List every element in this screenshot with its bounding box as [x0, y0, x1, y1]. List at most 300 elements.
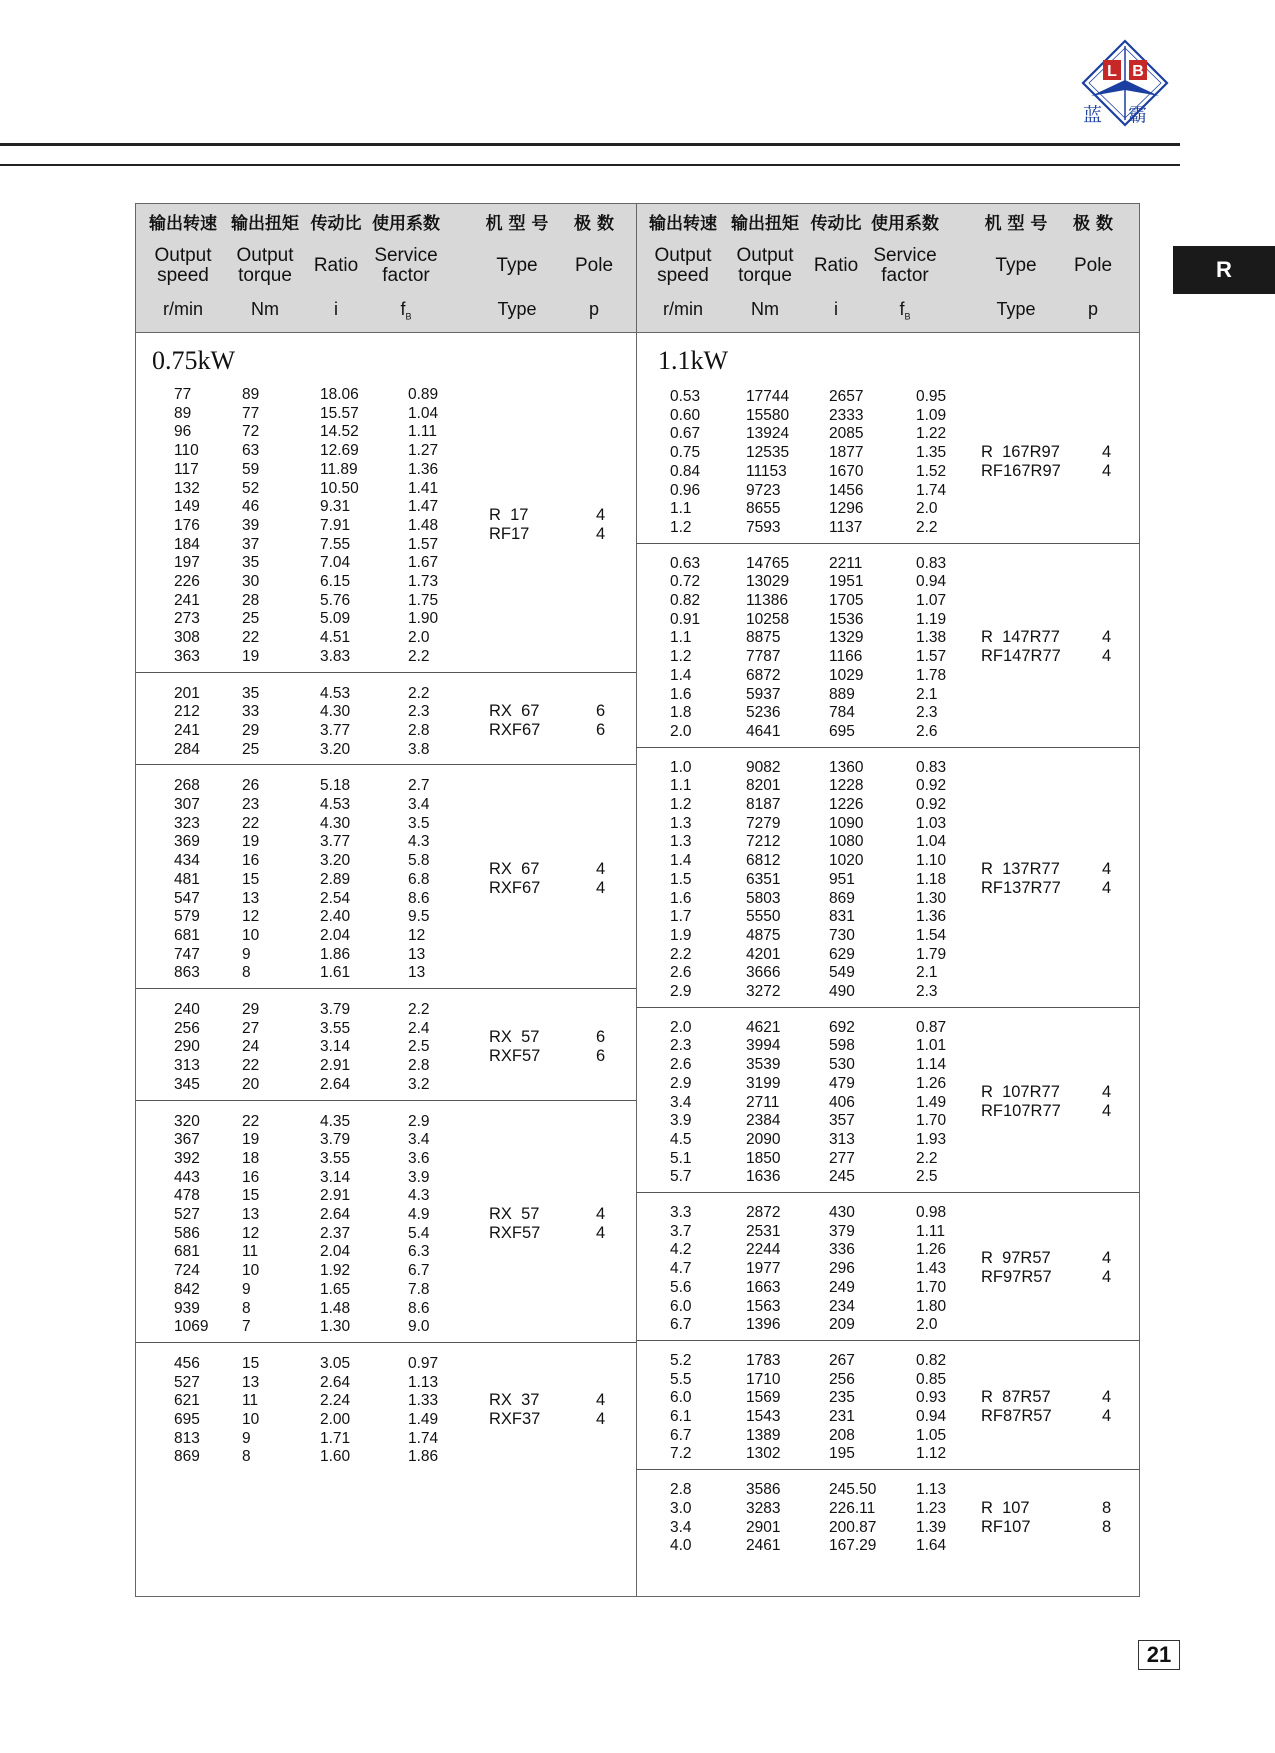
cell-torque: 3994 — [746, 1037, 781, 1055]
type-label: RF147R77 — [981, 647, 1061, 666]
cell-torque: 15 — [242, 1354, 260, 1372]
brand-logo — [1073, 38, 1193, 130]
cell-service-factor: 6.3 — [408, 1243, 430, 1261]
header-unit-ratio: i — [334, 299, 338, 319]
group-pole — [596, 1028, 605, 1066]
cell-torque: 8655 — [746, 500, 781, 518]
cell-speed: 308 — [174, 629, 200, 647]
cell-service-factor: 2.1 — [916, 964, 938, 982]
cell-service-factor: 1.07 — [916, 592, 947, 609]
header-zh-pole: 极 数 — [574, 214, 614, 234]
cell-torque: 15 — [242, 1187, 260, 1205]
cell-speed: 3.9 — [670, 1112, 692, 1130]
type-label: RF137R77 — [981, 879, 1061, 898]
cell-ratio: 3.83 — [320, 647, 351, 665]
cell-torque: 2531 — [746, 1222, 781, 1240]
cell-ratio: 1536 — [829, 610, 864, 628]
cell-service-factor: 0.97 — [408, 1354, 439, 1372]
cell-service-factor: 2.9 — [408, 1112, 430, 1130]
cell-speed: 149 — [174, 498, 200, 516]
cell-ratio: 267 — [829, 1351, 855, 1369]
cell-torque: 12 — [242, 1224, 260, 1242]
brand-name: 蓝霸 — [1083, 104, 1174, 126]
group-type — [489, 1028, 540, 1066]
cell-ratio: 296 — [829, 1260, 855, 1278]
cell-service-factor: 0.83 — [916, 554, 947, 572]
svg-text:B: B — [1132, 63, 1144, 80]
cell-service-factor: 1.13 — [916, 1481, 947, 1499]
header-zh-torque: 输出扭矩 — [231, 214, 299, 234]
cell-torque: 26 — [242, 777, 260, 795]
cell-service-factor: 3.5 — [408, 814, 430, 832]
header-rule-bottom — [0, 164, 1180, 166]
cell-speed: 0.67 — [670, 425, 701, 443]
cell-service-factor: 5.8 — [408, 852, 430, 870]
cell-torque: 2090 — [746, 1130, 781, 1148]
cell-service-factor: 1.57 — [916, 648, 947, 666]
cell-torque: 3586 — [746, 1481, 781, 1499]
cell-ratio: 357 — [829, 1112, 855, 1130]
cell-ratio: 784 — [829, 704, 855, 722]
header-en-torque: Output torque — [236, 245, 294, 286]
cell-speed: 5.1 — [670, 1149, 692, 1167]
cell-speed: 307 — [174, 796, 200, 813]
pole-value: 4 — [1102, 1249, 1112, 1268]
cell-speed: 2.9 — [670, 983, 692, 1000]
cell-service-factor: 8.6 — [408, 889, 430, 907]
cell-service-factor: 0.85 — [916, 1370, 947, 1388]
pole-value: 6 — [596, 701, 606, 720]
header-unit-service-factor: $f_B$ — [899, 299, 911, 322]
cell-service-factor: 1.49 — [916, 1093, 947, 1111]
type-label: R 97R57 — [981, 1249, 1051, 1268]
cell-speed: 6.0 — [670, 1297, 692, 1315]
cell-torque: 1569 — [746, 1389, 781, 1407]
pole-value: 4 — [1102, 1082, 1112, 1101]
cell-torque: 2901 — [746, 1518, 781, 1536]
cell-speed: 4.2 — [670, 1241, 692, 1259]
cell-service-factor: 0.98 — [916, 1204, 947, 1221]
cell-service-factor: 2.3 — [916, 983, 938, 1000]
cell-ratio: 235 — [829, 1389, 855, 1407]
type-label: RF167R97 — [981, 461, 1061, 480]
cell-service-factor: 1.54 — [916, 926, 947, 944]
cell-speed: 2.0 — [670, 1018, 692, 1036]
pole-value: 4 — [596, 525, 606, 544]
type-label: RXF67 — [489, 720, 541, 739]
cell-speed: 863 — [174, 964, 200, 982]
cell-torque: 9082 — [746, 758, 781, 776]
cell-torque: 1710 — [746, 1370, 781, 1388]
cell-torque: 1636 — [746, 1168, 781, 1186]
cell-service-factor: 1.86 — [408, 1448, 439, 1466]
cell-ratio: 831 — [829, 908, 855, 926]
cell-service-factor: 1.01 — [916, 1037, 947, 1055]
group-type — [489, 702, 540, 740]
cell-service-factor: 2.7 — [408, 777, 430, 795]
cell-torque: 4875 — [746, 926, 781, 944]
type-label: RX 67 — [489, 701, 540, 720]
type-label: RXF57 — [489, 1046, 541, 1065]
cell-service-factor: 1.27 — [408, 442, 439, 460]
cell-speed: 0.96 — [670, 481, 701, 499]
cell-service-factor: 1.13 — [408, 1373, 439, 1391]
group-pole — [596, 1391, 605, 1429]
type-label: RX 67 — [489, 860, 540, 879]
cell-ratio: 167.29 — [829, 1537, 877, 1555]
cell-torque: 1663 — [746, 1278, 781, 1296]
type-label: RF107 — [981, 1517, 1031, 1536]
cell-ratio: 2.91 — [320, 1187, 351, 1205]
cell-ratio: 3.79 — [320, 1131, 351, 1149]
cell-service-factor: 1.36 — [408, 460, 439, 478]
cell-torque: 19 — [242, 647, 260, 665]
header-unit-speed: r/min — [163, 299, 203, 319]
cell-torque: 5236 — [746, 704, 781, 722]
cell-torque: 6351 — [746, 870, 781, 888]
cell-ratio: 1.92 — [320, 1262, 351, 1280]
cell-ratio: 629 — [829, 945, 855, 963]
cell-torque: 59 — [242, 460, 260, 478]
type-label: RXF57 — [489, 1223, 541, 1242]
group-pole — [1102, 1499, 1111, 1537]
header-unit-torque: Nm — [251, 299, 279, 319]
pole-value: 4 — [1102, 461, 1112, 480]
cell-speed: 201 — [174, 684, 200, 702]
cell-speed: 184 — [174, 535, 200, 553]
cell-service-factor: 0.87 — [916, 1018, 947, 1036]
cell-torque: 13 — [242, 1206, 260, 1223]
header-en-torque: Output torque — [736, 245, 794, 286]
cell-speed: 695 — [174, 1411, 200, 1428]
group-type — [981, 1083, 1061, 1121]
cell-torque: 46 — [242, 498, 260, 516]
cell-speed: 527 — [174, 1206, 200, 1223]
cell-speed: 434 — [174, 852, 200, 870]
cell-torque: 7787 — [746, 648, 781, 666]
cell-service-factor: 1.14 — [916, 1056, 947, 1074]
cell-torque: 2872 — [746, 1204, 781, 1221]
cell-speed: 527 — [174, 1373, 200, 1391]
cell-ratio: 2.37 — [320, 1224, 351, 1242]
cell-torque: 1543 — [746, 1408, 781, 1425]
header-en-ratio: Ratio — [313, 255, 359, 276]
cell-service-factor: 1.12 — [916, 1445, 947, 1463]
cell-ratio: 313 — [829, 1130, 855, 1148]
cell-speed: 1.2 — [670, 796, 692, 813]
cell-speed: 939 — [174, 1299, 200, 1317]
cell-speed: 1.3 — [670, 814, 692, 832]
cell-torque: 5937 — [746, 685, 781, 703]
cell-service-factor: 5.4 — [408, 1224, 430, 1242]
cell-torque: 6872 — [746, 666, 781, 684]
cell-speed: 1.4 — [670, 852, 692, 870]
cell-speed: 117 — [174, 460, 199, 478]
cell-ratio: 2.89 — [320, 870, 351, 888]
cell-torque: 19 — [242, 833, 260, 851]
group-type — [981, 1499, 1031, 1537]
cell-ratio: 6.15 — [320, 573, 351, 590]
cell-torque: 11 — [242, 1243, 259, 1261]
cell-ratio: 200.87 — [829, 1518, 877, 1536]
cell-service-factor: 1.73 — [408, 573, 439, 590]
cell-speed: 4.5 — [670, 1130, 692, 1148]
cell-service-factor: 1.11 — [408, 423, 438, 441]
cell-ratio: 2.04 — [320, 1243, 351, 1261]
cell-torque: 5803 — [746, 889, 781, 907]
cell-torque: 29 — [242, 1001, 260, 1018]
power-label-left: 0.75kW — [152, 346, 236, 375]
cell-ratio: 2333 — [829, 406, 864, 424]
cell-service-factor: 1.30 — [916, 889, 947, 907]
cell-ratio: 1166 — [829, 648, 863, 666]
cell-ratio: 730 — [829, 926, 855, 944]
cell-speed: 869 — [174, 1448, 200, 1466]
group-separator — [636, 1192, 1139, 1193]
cell-ratio: 1020 — [829, 852, 864, 870]
cell-speed: 2.3 — [670, 1037, 692, 1055]
section-tab-r[interactable]: R — [1173, 246, 1275, 294]
cell-speed: 5.2 — [670, 1351, 692, 1369]
cell-service-factor: 1.52 — [916, 462, 947, 480]
cell-speed: 579 — [174, 908, 200, 926]
cell-torque: 11386 — [746, 592, 788, 609]
cell-speed: 456 — [174, 1354, 200, 1372]
cell-ratio: 2.54 — [320, 889, 351, 907]
cell-service-factor: 1.78 — [916, 666, 947, 684]
cell-service-factor: 3.4 — [408, 796, 430, 813]
cell-ratio: 245 — [829, 1168, 855, 1186]
cell-ratio: 2.64 — [320, 1373, 351, 1391]
cell-service-factor: 1.38 — [916, 629, 947, 647]
cell-torque: 7 — [242, 1318, 251, 1336]
cell-torque: 8 — [242, 1448, 251, 1466]
cell-ratio: 1705 — [829, 592, 864, 609]
cell-speed: 6.7 — [670, 1426, 692, 1444]
cell-ratio: 15.57 — [320, 404, 359, 422]
cell-ratio: 1080 — [829, 833, 864, 851]
cell-torque: 3272 — [746, 983, 781, 1000]
cell-torque: 9 — [242, 1280, 251, 1298]
header-en-type: Type — [995, 255, 1037, 276]
cell-service-factor: 1.18 — [916, 870, 947, 888]
cell-speed: 478 — [174, 1187, 200, 1205]
cell-ratio: 1456 — [829, 481, 864, 499]
header-unit-service-factor: $f_B$ — [400, 299, 412, 322]
group-type — [489, 1205, 540, 1243]
group-separator — [636, 747, 1139, 748]
cell-ratio: 3.14 — [320, 1038, 351, 1056]
cell-ratio: 1296 — [829, 500, 864, 518]
cell-ratio: 1.60 — [320, 1448, 351, 1466]
pole-value: 4 — [596, 879, 606, 898]
cell-speed: 1.4 — [670, 666, 692, 684]
pole-value: 4 — [596, 1391, 606, 1409]
group-separator — [636, 543, 1139, 544]
cell-service-factor: 3.2 — [408, 1075, 430, 1093]
cell-torque: 25 — [242, 740, 260, 758]
cell-speed: 813 — [174, 1429, 200, 1447]
group-pole — [596, 506, 605, 544]
type-label: RXF37 — [489, 1410, 541, 1428]
cell-service-factor: 1.80 — [916, 1297, 947, 1315]
header-en-pole: Pole — [1073, 255, 1113, 276]
cell-torque: 22 — [242, 629, 260, 647]
cell-ratio: 3.79 — [320, 1001, 351, 1018]
cell-service-factor: 2.4 — [408, 1019, 430, 1037]
cell-torque: 25 — [242, 610, 260, 628]
cell-service-factor: 2.2 — [408, 1001, 430, 1018]
cell-torque: 3539 — [746, 1056, 781, 1074]
cell-ratio: 1.30 — [320, 1318, 351, 1336]
cell-ratio: 7.55 — [320, 535, 351, 553]
cell-speed: 4.0 — [670, 1537, 692, 1555]
group-separator — [136, 672, 636, 673]
cell-ratio: 479 — [829, 1074, 855, 1092]
cell-service-factor: 2.5 — [916, 1168, 938, 1186]
pole-value: 8 — [1102, 1517, 1112, 1536]
cell-ratio: 4.35 — [320, 1112, 351, 1130]
cell-service-factor: 1.03 — [916, 814, 947, 832]
cell-speed: 363 — [174, 647, 200, 665]
cell-speed: 367 — [174, 1131, 200, 1149]
pole-value: 8 — [1102, 1498, 1112, 1517]
pole-value: 4 — [1102, 860, 1112, 879]
header-zh-type: 机 型 号 — [485, 214, 549, 234]
cell-ratio: 5.76 — [320, 591, 351, 609]
cell-torque: 8875 — [746, 629, 781, 647]
cell-speed: 842 — [174, 1280, 200, 1298]
pole-value: 4 — [596, 860, 606, 879]
cell-speed: 1.2 — [670, 648, 692, 666]
type-label: RF17 — [489, 525, 530, 544]
cell-service-factor: 9.0 — [408, 1318, 430, 1336]
cell-service-factor: 1.33 — [408, 1392, 439, 1410]
cell-torque: 23 — [242, 796, 260, 813]
cell-service-factor: 1.70 — [916, 1278, 947, 1296]
cell-service-factor: 2.2 — [916, 518, 938, 536]
cell-torque: 15580 — [746, 406, 790, 424]
cell-torque: 13924 — [746, 425, 790, 443]
cell-service-factor: 1.75 — [408, 591, 439, 609]
pole-value: 6 — [596, 1027, 606, 1046]
type-label: R 107R77 — [981, 1082, 1060, 1101]
group-separator — [636, 1469, 1139, 1470]
cell-torque: 39 — [242, 516, 260, 534]
cell-torque: 13 — [242, 1373, 260, 1391]
type-label: RX 57 — [489, 1204, 540, 1223]
header-unit-type: Type — [996, 299, 1036, 319]
cell-ratio: 1.65 — [320, 1280, 351, 1298]
cell-ratio: 195 — [829, 1445, 855, 1463]
cell-torque: 29 — [242, 721, 260, 739]
cell-service-factor: 0.89 — [408, 386, 439, 403]
cell-ratio: 1.61 — [320, 964, 351, 982]
group-separator — [636, 1007, 1139, 1008]
cell-ratio: 7.91 — [320, 516, 351, 534]
pole-value: 4 — [1102, 879, 1112, 898]
pole-value: 4 — [1102, 1407, 1112, 1425]
cell-torque: 18 — [242, 1149, 260, 1167]
cell-ratio: 9.31 — [320, 498, 351, 516]
cell-service-factor: 0.94 — [916, 1408, 947, 1425]
cell-speed: 6.1 — [670, 1408, 692, 1425]
cell-torque: 9 — [242, 1429, 251, 1447]
cell-torque: 1389 — [746, 1426, 781, 1444]
cell-service-factor: 9.5 — [408, 908, 430, 926]
cell-speed: 0.60 — [670, 406, 701, 424]
cell-service-factor: 4.3 — [408, 1187, 430, 1205]
group-type — [981, 1388, 1052, 1426]
cell-torque: 1977 — [746, 1260, 781, 1278]
cell-ratio: 1137 — [829, 518, 863, 536]
group-pole — [596, 1205, 605, 1243]
cell-ratio: 951 — [829, 870, 855, 888]
cell-torque: 9 — [242, 945, 251, 963]
cell-torque: 3666 — [746, 964, 781, 982]
cell-ratio: 3.14 — [320, 1168, 351, 1186]
cell-service-factor: 1.79 — [916, 945, 947, 963]
pole-value: 4 — [596, 1204, 606, 1223]
header-unit-pole: p — [1087, 299, 1098, 319]
cell-speed: 241 — [174, 721, 200, 739]
cell-speed: 724 — [174, 1262, 200, 1280]
cell-torque: 22 — [242, 1112, 260, 1130]
cell-ratio: 3.55 — [320, 1149, 351, 1167]
cell-speed: 3.0 — [670, 1499, 692, 1517]
cell-service-factor: 4.9 — [408, 1206, 430, 1223]
group-type — [981, 1249, 1052, 1287]
cell-speed: 1.1 — [670, 777, 692, 795]
cell-speed: 3.3 — [670, 1204, 692, 1221]
cell-torque: 10 — [242, 1262, 260, 1280]
group-pole — [1102, 443, 1111, 481]
cell-service-factor: 1.26 — [916, 1241, 947, 1259]
cell-service-factor: 3.8 — [408, 740, 430, 758]
cell-speed: 256 — [174, 1019, 200, 1037]
cell-torque: 1396 — [746, 1316, 781, 1334]
cell-torque: 1302 — [746, 1445, 781, 1463]
cell-service-factor: 3.9 — [408, 1168, 430, 1186]
cell-service-factor: 13 — [408, 945, 426, 963]
cell-ratio: 226.11 — [829, 1499, 876, 1517]
cell-speed: 1.8 — [670, 704, 692, 722]
cell-torque: 5550 — [746, 908, 781, 926]
cell-ratio: 2657 — [829, 388, 864, 405]
cell-torque: 15 — [242, 870, 260, 888]
cell-service-factor: 1.67 — [408, 554, 439, 572]
cell-torque: 1563 — [746, 1297, 781, 1315]
pole-value: 4 — [1102, 1388, 1112, 1406]
pole-value: 4 — [1102, 442, 1112, 461]
cell-ratio: 10.50 — [320, 479, 359, 497]
cell-ratio: 4.51 — [320, 629, 351, 647]
cell-ratio: 4.30 — [320, 703, 351, 721]
cell-ratio: 869 — [829, 889, 855, 907]
cell-ratio: 3.55 — [320, 1019, 351, 1037]
cell-torque: 13029 — [746, 573, 790, 591]
cell-speed: 4.7 — [670, 1260, 692, 1278]
cell-ratio: 549 — [829, 964, 855, 982]
cell-service-factor: 0.83 — [916, 758, 947, 776]
cell-speed: 3.4 — [670, 1518, 692, 1536]
pole-value: 4 — [1102, 647, 1112, 666]
cell-ratio: 7.04 — [320, 554, 351, 572]
cell-service-factor: 1.49 — [408, 1411, 439, 1428]
cell-service-factor: 0.82 — [916, 1351, 947, 1369]
pole-value: 4 — [596, 1223, 606, 1242]
cell-service-factor: 1.93 — [916, 1130, 947, 1148]
